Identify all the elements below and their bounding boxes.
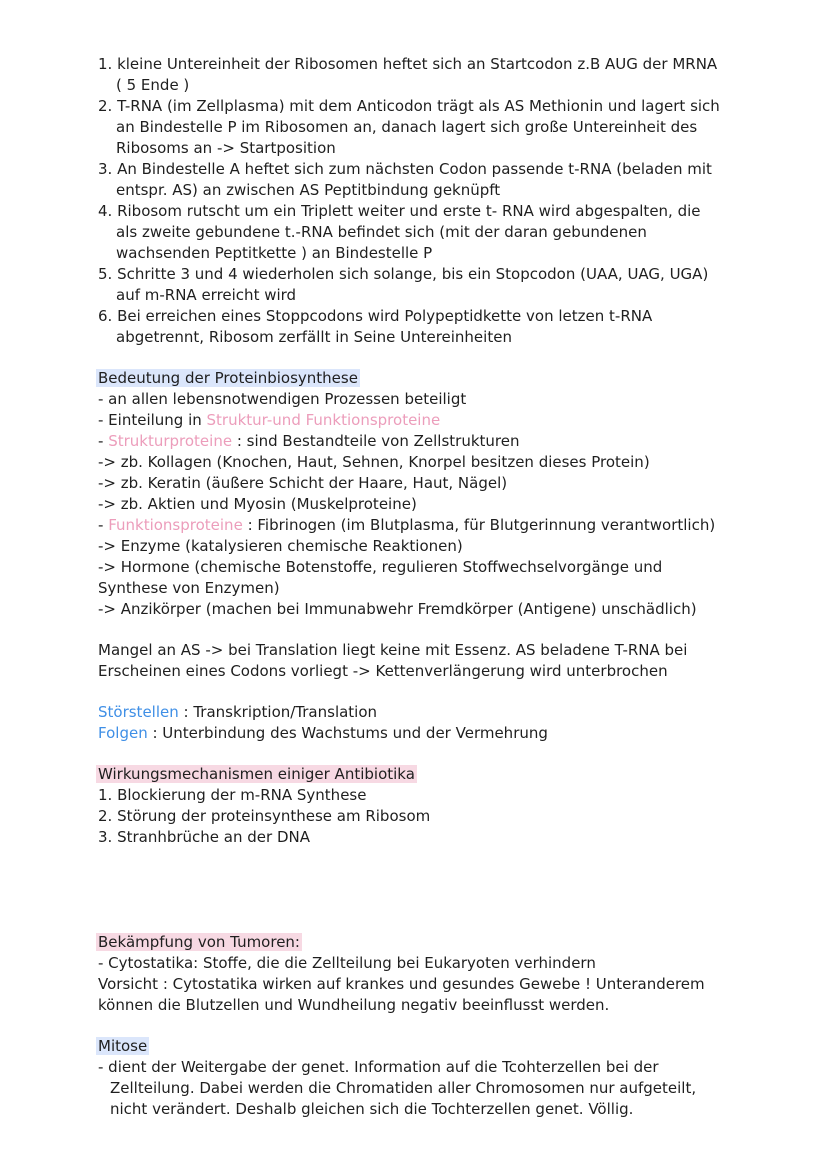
antibiotika-item-1: 1. Blockierung der m-RNA Synthese <box>98 786 367 804</box>
folgen-label: Folgen <box>98 724 148 742</box>
step-2: 2. T-RNA (im Zellplasma) mit dem Anticodon trägt als AS Methionin und lagert sich <box>98 97 720 115</box>
bedeutung-heading-text: Bedeutung der Proteinbiosynthese <box>98 369 358 387</box>
stoerstellen-label: Störstellen <box>98 703 179 721</box>
bedeutung-line-3 <box>98 431 520 452</box>
antibiotika-heading-text: Wirkungsmechanismen einiger Antibiotika <box>98 765 415 783</box>
step-1: 1. kleine Untereinheit der Ribosomen heftet sich an Startcodon z.B AUG der MRNA <box>98 55 718 73</box>
mitose-line-3: nicht verändert. Deshalb gleichen sich die Tochterzellen genet. Völlig. <box>110 1100 634 1118</box>
antibiotika-item-3: 3. Stranhbrüche an der DNA <box>98 828 310 846</box>
tumoren-line-2: Vorsicht : Cytostatika wirken auf krankes und gesundes Gewebe ! Unteranderem <box>98 975 705 993</box>
bedeutung-heading <box>96 368 360 389</box>
bedeutung-line-6: -> zb. Aktien und Myosin (Muskelproteine) <box>98 495 417 513</box>
step-2-cont-1: an Bindestelle P im Ribosomen an, danach lagert sich große Untereinheit des <box>116 118 698 136</box>
bedeutung-line-11: -> Anzikörper (machen bei Immunabwehr Fremdkörper (Antigene) unschädlich) <box>98 600 697 618</box>
bedeutung-line-2-pre: - Einteilung in <box>98 411 207 429</box>
mitose-line-1: - dient der Weitergabe der genet. Information auf die Tcohterzellen bei der <box>98 1058 659 1076</box>
mitose-heading <box>96 1036 149 1057</box>
step-4: 4. Ribosom rutscht um ein Triplett weiter und erste t- RNA wird abgespalten, die <box>98 202 701 220</box>
bedeutung-line-9: -> Hormone (chemische Botenstoffe, regulieren Stoffwechselvorgänge und <box>98 558 663 576</box>
stoerstellen-line <box>98 702 377 723</box>
tumoren-heading <box>96 932 302 953</box>
step-4-cont-1: als zweite gebundene t.-RNA befindet sich (mit der daran gebundenen <box>116 223 647 241</box>
folgen-text: : Unterbindung des Wachstums und der Vermehrung <box>147 724 548 742</box>
bedeutung-line-1: - an allen lebensnotwendigen Prozessen beteiligt <box>98 390 467 408</box>
stoerstellen-text: : Transkription/Translation <box>178 703 378 721</box>
antibiotika-item-2: 2. Störung der proteinsynthese am Ribosom <box>98 807 431 825</box>
step-5-cont: auf m-RNA erreicht wird <box>116 286 297 304</box>
bedeutung-line-3-pre: - <box>98 432 109 450</box>
tumoren-heading-text: Bekämpfung von Tumoren: <box>98 933 300 951</box>
tumoren-line-1: - Cytostatika: Stoffe, die die Zellteilung bei Eukaryoten verhindern <box>98 954 596 972</box>
bedeutung-line-7-post: : Fibrinogen (im Blutplasma, für Blutgerinnung verantwortlich) <box>242 516 716 534</box>
bedeutung-line-5: -> zb. Keratin (äußere Schicht der Haare, Haut, Nägel) <box>98 474 508 492</box>
folgen-line <box>98 723 548 744</box>
mitose-heading-text: Mitose <box>98 1037 148 1055</box>
bedeutung-line-3-pink: Strukturproteine <box>108 432 233 450</box>
step-3-cont: entspr. AS) an zwischen AS Peptitbindung geknüpft <box>116 181 501 199</box>
step-5: 5. Schritte 3 und 4 wiederholen sich solange, bis ein Stopcodon (UAA, UAG, UGA) <box>98 265 709 283</box>
mangel-line-2: Erscheinen eines Codons vorliegt -> Kettenverlängerung wird unterbrochen <box>98 662 668 680</box>
bedeutung-line-7-pink: Funktionsproteine <box>108 516 243 534</box>
mangel-line-1: Mangel an AS -> bei Translation liegt keine mit Essenz. AS beladene T-RNA bei <box>98 641 688 659</box>
step-3: 3. An Bindestelle A heftet sich zum nächsten Codon passende t-RNA (beladen mit <box>98 160 712 178</box>
bedeutung-line-3-post: : sind Bestandteile von Zellstrukturen <box>232 432 520 450</box>
step-6-cont: abgetrennt, Ribosom zerfällt in Seine Untereinheiten <box>116 328 512 346</box>
mitose-line-2: Zellteilung. Dabei werden die Chromatiden aller Chromosomen nur aufgeteilt, <box>110 1079 697 1097</box>
bedeutung-line-2 <box>98 410 440 431</box>
step-4-cont-2: wachsenden Peptitkette ) an Bindestelle P <box>116 244 433 262</box>
bedeutung-line-4: -> zb. Kollagen (Knochen, Haut, Sehnen, Knorpel besitzen dieses Protein) <box>98 453 650 471</box>
step-2-cont-2: Ribosoms an -> Startposition <box>116 139 336 157</box>
step-6: 6. Bei erreichen eines Stoppcodons wird Polypeptidkette von letzen t-RNA <box>98 307 653 325</box>
bedeutung-line-10: Synthese von Enzymen) <box>98 579 280 597</box>
bedeutung-line-7-pre: - <box>98 516 109 534</box>
bedeutung-line-8: -> Enzyme (katalysieren chemische Reaktionen) <box>98 537 463 555</box>
tumoren-line-3: können die Blutzellen und Wundheilung negativ beeinflusst werden. <box>98 996 610 1014</box>
step-1-cont: ( 5 Ende ) <box>116 76 190 94</box>
bedeutung-line-2-pink: Struktur-und Funktionsproteine <box>206 411 441 429</box>
antibiotika-heading <box>96 764 417 785</box>
bedeutung-line-7 <box>98 515 715 536</box>
